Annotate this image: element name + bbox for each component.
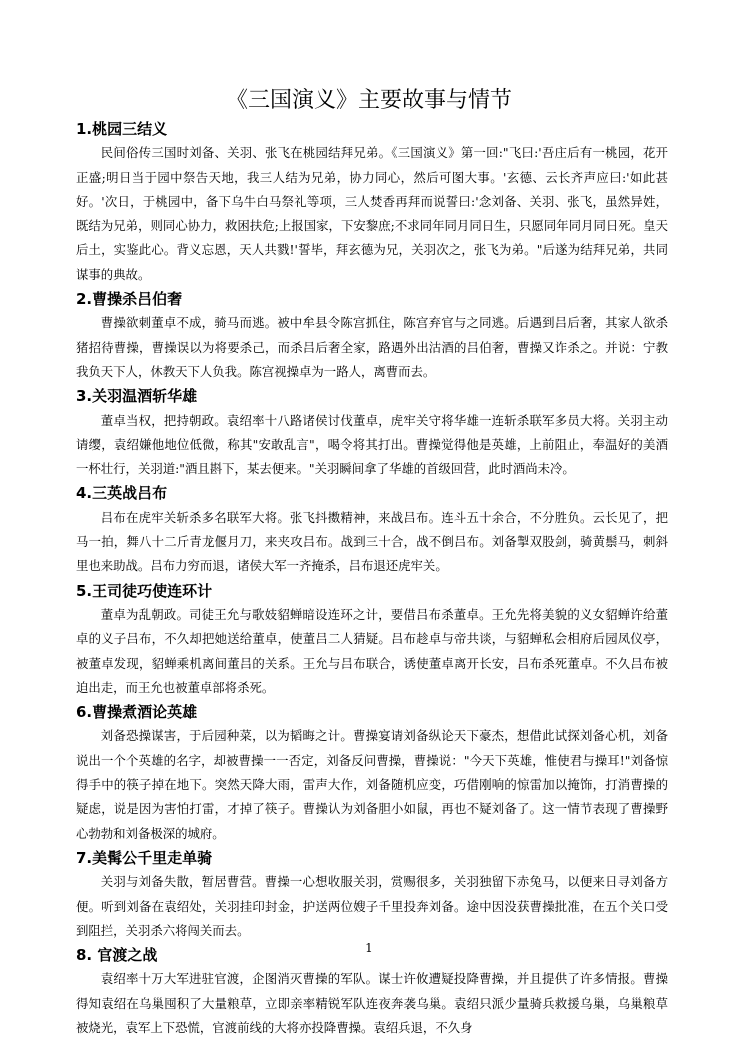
section-paragraph: 关羽与刘备失散，暂居曹营。曹操一心想收服关羽，赏赐很多，关羽独留下赤兔马，以便来日寻刘备方便。听到刘备在袁绍处，关羽挂印封金，护送两位嫂子千里投奔刘备。途中因没获曹操批准，在五个关口受到阻拦，关羽杀六将闯关而去。 [76, 874, 668, 938]
section-danqi [76, 846, 668, 943]
section-lvbu [76, 481, 668, 578]
section-lianhuanji [76, 579, 668, 700]
section-heading: 7.美髯公千里走单骑 [76, 848, 213, 867]
section-paragraph: 董卓当权，把持朝政。袁绍率十八路诸侯讨伐董卓，虎牢关守将华雄一连斩杀联军多员大将。关羽主动请缨，袁绍嫌他地位低微，称其"安敢乱言"，喝令将其打出。曹操觉得他是英雄，上前阻止，奉温好的美酒一杯壮行，关羽道:"酒且斟下，某去便来。"关羽瞬间拿了华雄的首级回营，此时酒尚未冷。 [76, 412, 668, 477]
page-number: 1 [365, 941, 373, 955]
section-huaxiong [76, 384, 668, 481]
document-body [76, 117, 668, 1040]
section-heading: 2.曹操杀吕伯奢 [76, 290, 183, 309]
section-zhujiu [76, 700, 668, 846]
section-heading: 5.王司徒巧使连环计 [76, 581, 213, 600]
section-heading: 1.桃园三结义 [76, 120, 168, 138]
section-lvboshe [76, 287, 668, 384]
section-paragraph: 董卓为乱朝政。司徒王允与歌妓貂蝉暗设连环之计，要借吕布杀董卓。王允先将美貌的义女貂蝉许给董卓的义子吕布，不久却把她送给董卓，使董吕二人猜疑。吕布趁卓与帝共谈，与貂蝉私会相府后园凤仪亭，被董卓发现，貂蝉乘机离间董吕的关系。王允与吕布联合，诱使董卓离开长安，吕布杀死董卓。不久吕布被迫出走，而王允也被董卓部将杀死。 [76, 606, 668, 695]
section-guandu [76, 943, 668, 1040]
section-heading: 4.三英战吕布 [76, 484, 168, 503]
section-paragraph: 袁绍率十万大军进驻官渡，企图消灭曹操的军队。谋士许攸遭疑投降曹操，并且提供了许多情报。曹操得知袁绍在乌巢囤积了大量粮草，立即亲率精锐军队连夜奔袭乌巢。袁绍只派少量骑兵救援乌巢，乌巢粮草被烧光，袁军上下恐慌，官渡前线的大将亦投降曹操。袁绍兵退，不久身 [76, 971, 668, 1035]
section-paragraph: 吕布在虎牢关斩杀多名联军大将。张飞抖擞精神，来战吕布。连斗五十余合，不分胜负。云长见了，把马一拍，舞八十二斤青龙偃月刀，来夹攻吕布。战到三十合，战不倒吕布。刘备掣双股剑，骑黄鬃马，刺斜里也来助战。吕布力穷而退，诸侯大军一齐掩杀，吕布退还虎牢关。 [76, 509, 668, 574]
section-heading: 3.关羽温酒斩华雄 [76, 387, 198, 406]
section-heading: 8. 官渡之战 [76, 946, 158, 965]
section-paragraph: 刘备恐操谋害，于后园种菜，以为韬晦之计。曹操宴请刘备纵论天下豪杰，想借此试探刘备心机，刘备说出一个个英雄的名字，却被曹操一一否定，刘备反问曹操，曹操说："今天下英雄，惟使君与操耳!"刘备惊得手中的筷子掉在地下。突然天降大雨，雷声大作，刘备随机应变，巧借刚响的惊雷加以掩饰，打消曹操的疑虑，说是因为害怕打雷，才掉了筷子。曹操认为刘备胆小如鼠，再也不疑刘备了。这一情节表现了曹操野心勃勃和刘备极深的城府。 [76, 728, 668, 841]
document-title: 《三国演义》主要故事与情节 [225, 88, 512, 113]
section-paragraph: 曹操欲刺董卓不成，骑马而逃。被中牟县令陈宫抓住，陈宫弃官与之同逃。后遇到吕后奢，其家人欲杀猪招待曹操，曹操误以为将要杀己，而杀吕后奢全家，路遇外出沽酒的吕伯奢，曹操又诈杀之。并说：宁教我负天下人，休教天下人负我。陈宫视操卓为一路人，离曹而去。 [76, 315, 668, 379]
section-paragraph: 民间俗传三国时刘备、关羽、张飞在桃园结拜兄弟。《三国演义》第一回:"飞曰:'吾庄后有一桃园，花开正盛;明日当于园中祭告天地，我三人结为兄弟，协力同心，然后可图大事。'玄德、云长齐声应曰:'如此甚好。'次日，于桃园中，备下乌牛白马祭礼等项，三人焚香再拜而说誓曰:'念刘备、关羽、张飞，虽然异姓，既结为兄弟，则同心协力，救困扶危;上报国家，下安黎庶;不求同年同月同日生，只愿同年同月同日死。皇天后土，实鉴此心。背义忘恩，天人共戮!'誓毕，拜玄德为兄，关羽次之，张飞为弟。"后遂为结拜兄弟，共同谋事的典故。 [76, 145, 668, 282]
section-taoyuan [76, 117, 668, 287]
section-heading: 6.曹操煮酒论英雄 [76, 703, 198, 722]
